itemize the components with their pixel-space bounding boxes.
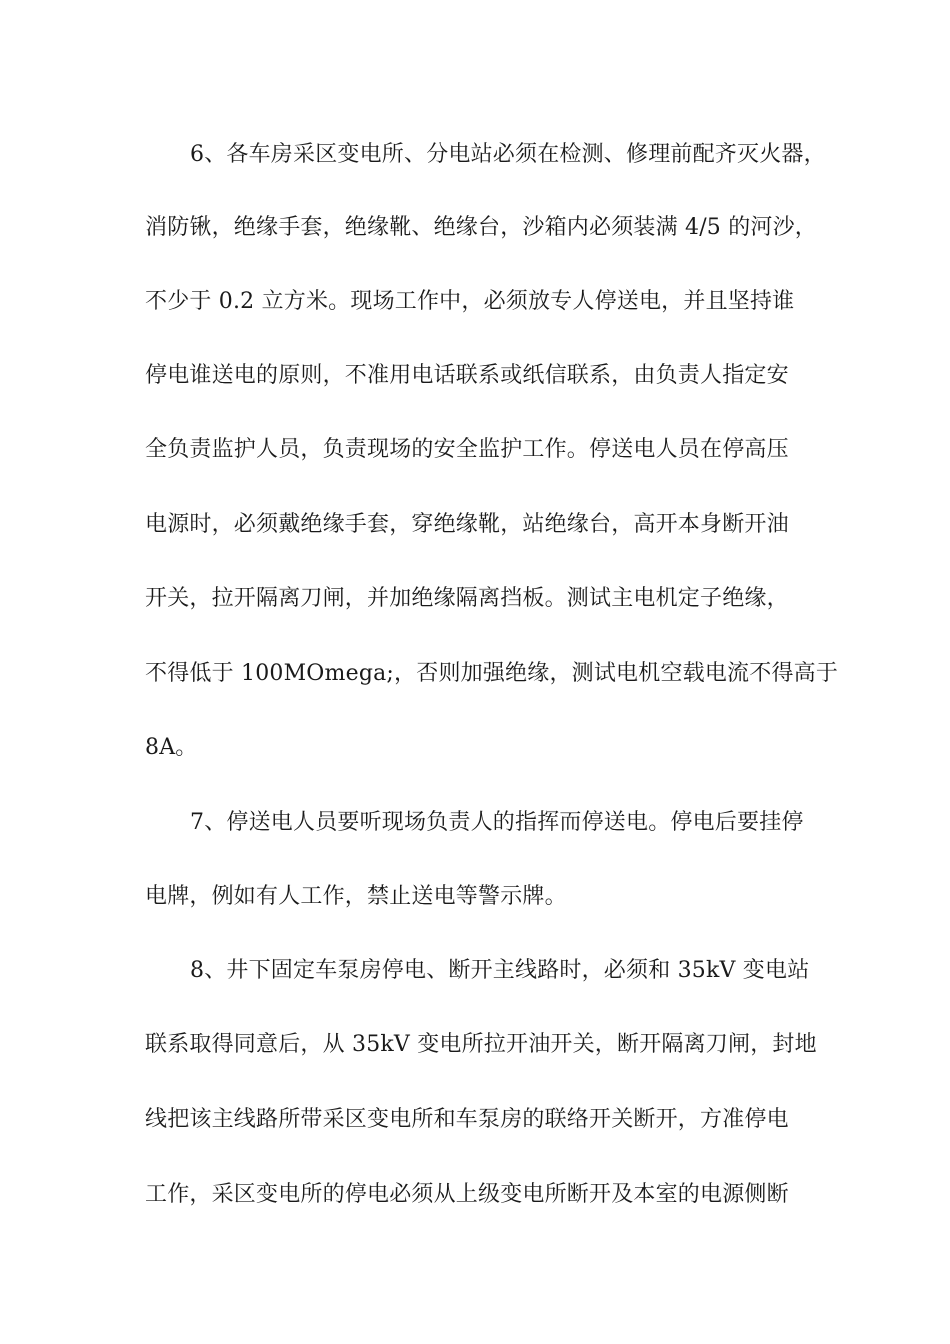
paragraph-8-line-2: 联系取得同意后，从 35kV 变电所拉开油开关，断开隔离刀闸，封地 [145,1032,817,1057]
paragraph-6-line-9: 8A。 [145,735,198,760]
paragraph-6-line-4: 停电谁送电的原则，不准用电话联系或纸信联系，由负责人指定安 [145,363,789,388]
paragraph-6-line-3: 不少于 0.2 立方米。现场工作中，必须放专人停送电，并且坚持谁 [145,289,795,314]
paragraph-7-line-1: 7、停送电人员要听现场负责人的指挥而停送电。停电后要挂停 [190,810,804,835]
paragraph-6-line-7: 开关，拉开隔离刀闸，并加绝缘隔离挡板。测试主电机定子绝缘， [145,586,789,611]
paragraph-6-line-2: 消防锹，绝缘手套，绝缘靴、绝缘台，沙箱内必须装满 4/5 的河沙， [145,215,817,240]
paragraph-6-line-6: 电源时，必须戴绝缘手套，穿绝缘靴，站绝缘台，高开本身断开油 [145,512,789,537]
paragraph-8-line-4: 工作，采区变电所的停电必须从上级变电所断开及本室的电源侧断 [145,1182,789,1207]
paragraph-6-line-1: 6、各车房采区变电所、分电站必须在检测、修理前配齐灭火器， [190,142,826,167]
paragraph-8-line-1: 8、井下固定车泵房停电、断开主线路时，必须和 35kV 变电站 [190,958,810,983]
paragraph-6-line-8: 不得低于 100MOmega;，否则加强绝缘，测试电机空载电流不得高于 [145,661,839,686]
paragraph-7-line-2: 电牌，例如有人工作，禁止送电等警示牌。 [145,884,567,909]
paragraph-8-line-3: 线把该主线路所带采区变电所和车泵房的联络开关断开，方准停电 [145,1107,789,1132]
paragraph-6-line-5: 全负责监护人员，负责现场的安全监护工作。停送电人员在停高压 [145,437,789,462]
